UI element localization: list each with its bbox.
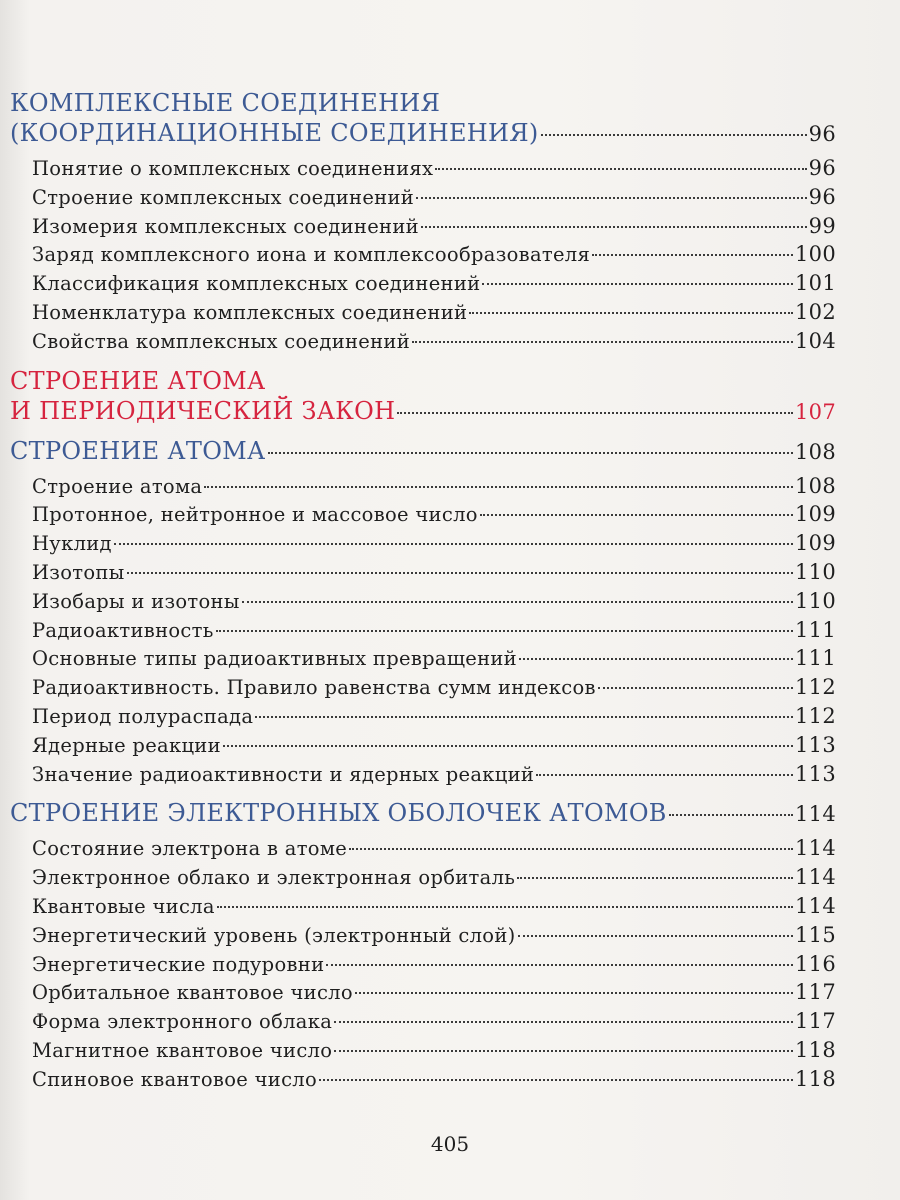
section-heading bbox=[10, 88, 836, 118]
toc-section bbox=[10, 798, 836, 1103]
entry-title: Состояние электрона в атоме bbox=[32, 837, 348, 861]
entry-page-number: 114 bbox=[795, 865, 836, 890]
entry-title: Понятие о комплексных соединениях bbox=[32, 157, 434, 180]
leader-dots bbox=[397, 412, 793, 414]
entry-title: Квантовые числа bbox=[32, 894, 215, 918]
toc-entry[interactable] bbox=[10, 183, 836, 212]
section-page-number: 114 bbox=[795, 802, 836, 827]
entry-page-number: 100 bbox=[795, 242, 836, 267]
toc-entry[interactable] bbox=[10, 240, 836, 269]
leader-dots bbox=[536, 774, 793, 776]
toc-entry[interactable] bbox=[10, 558, 836, 587]
entry-page-number: 99 bbox=[808, 213, 836, 238]
entry-page-number: 101 bbox=[795, 271, 836, 296]
entry-title: Номенклатура комплексных соединений bbox=[32, 300, 468, 324]
toc-entry[interactable] bbox=[10, 269, 836, 298]
leader-dots bbox=[517, 877, 793, 879]
section-page-number: 108 bbox=[795, 439, 836, 464]
section-title: И ПЕРИОДИЧЕСКИЙ ЗАКОН bbox=[10, 396, 396, 425]
entry-title: Значение радиоактивности и ядерных реакций bbox=[32, 762, 535, 786]
leader-dots bbox=[519, 658, 793, 660]
entry-page-number: 110 bbox=[795, 559, 836, 584]
toc-section bbox=[10, 88, 836, 366]
toc-entry[interactable] bbox=[10, 978, 836, 1007]
leader-dots bbox=[412, 341, 793, 343]
toc-entry[interactable] bbox=[10, 616, 836, 645]
leader-dots bbox=[421, 226, 807, 228]
page-number: 405 bbox=[430, 1132, 470, 1156]
leader-dots bbox=[334, 1050, 793, 1052]
entry-title: Магнитное квантовое число bbox=[32, 1038, 333, 1062]
leader-dots bbox=[255, 716, 793, 718]
entry-title: Протонное, нейтронное и массовое число bbox=[32, 503, 478, 527]
leader-dots bbox=[114, 543, 793, 545]
leader-dots bbox=[518, 935, 793, 937]
section-title: СТРОЕНИЕ АТОМА bbox=[10, 366, 266, 395]
entry-page-number: 111 bbox=[795, 646, 836, 671]
toc-entry[interactable] bbox=[10, 500, 836, 529]
entry-title: Основные типы радиоактивных превращений bbox=[32, 647, 517, 671]
entry-page-number: 112 bbox=[795, 703, 836, 728]
entry-title: Радиоактивность bbox=[32, 618, 214, 642]
entry-page-number: 118 bbox=[795, 1037, 836, 1062]
table-of-contents bbox=[10, 88, 836, 1104]
leader-dots bbox=[242, 601, 793, 603]
entry-page-number: 117 bbox=[795, 980, 836, 1005]
section-page-number: 96 bbox=[808, 122, 836, 146]
leader-dots bbox=[319, 1079, 793, 1081]
toc-entry[interactable] bbox=[10, 154, 836, 183]
entry-title: Изотопы bbox=[32, 560, 125, 584]
entry-page-number: 114 bbox=[795, 893, 836, 918]
leader-dots bbox=[204, 486, 793, 488]
toc-section bbox=[10, 366, 836, 436]
entry-page-number: 113 bbox=[795, 761, 836, 786]
leader-dots bbox=[416, 197, 807, 199]
toc-entry[interactable] bbox=[10, 673, 836, 702]
leader-dots bbox=[223, 745, 793, 747]
toc-entry[interactable] bbox=[10, 587, 836, 616]
entry-page-number: 111 bbox=[795, 617, 836, 642]
toc-entry[interactable] bbox=[10, 863, 836, 892]
toc-entry[interactable] bbox=[10, 1036, 836, 1065]
toc-entry[interactable] bbox=[10, 950, 836, 979]
entry-title: Изобары и изотоны bbox=[32, 589, 240, 613]
leader-dots bbox=[592, 254, 793, 256]
toc-entry[interactable] bbox=[10, 834, 836, 863]
section-title: СТРОЕНИЕ ЭЛЕКТРОННЫХ ОБОЛОЧЕК АТОМОВ bbox=[10, 799, 667, 828]
leader-dots bbox=[349, 848, 793, 850]
entry-title: Энергетический уровень (электронный слой) bbox=[32, 923, 516, 947]
section-page-number: 107 bbox=[795, 399, 836, 424]
entry-page-number: 109 bbox=[795, 531, 836, 556]
entry-title: Энергетические подуровни bbox=[32, 952, 325, 976]
toc-entry[interactable] bbox=[10, 1007, 836, 1036]
entry-title: Ядерные реакции bbox=[32, 733, 221, 757]
toc-entry[interactable] bbox=[10, 298, 836, 327]
entry-title: Спиновое квантовое число bbox=[32, 1067, 318, 1091]
entry-title: Форма электронного облака bbox=[32, 1010, 333, 1034]
entry-page-number: 118 bbox=[795, 1066, 836, 1091]
entry-page-number: 116 bbox=[795, 951, 836, 976]
section-heading bbox=[10, 436, 836, 466]
section-title: СТРОЕНИЕ АТОМА bbox=[10, 436, 266, 465]
leader-dots bbox=[216, 630, 793, 632]
entry-page-number: 113 bbox=[795, 732, 836, 757]
spacer bbox=[10, 356, 836, 366]
entry-title: Заряд комплексного иона и комплексообразователя bbox=[32, 243, 591, 267]
entry-page-number: 115 bbox=[795, 922, 836, 947]
entry-title: Период полураспада bbox=[32, 704, 254, 728]
leader-dots bbox=[355, 992, 793, 994]
entry-title: Электронное облако и электронная орбиталь bbox=[32, 866, 516, 890]
section-heading bbox=[10, 798, 836, 828]
leader-dots bbox=[435, 168, 806, 170]
entry-title: Нуклид bbox=[32, 532, 112, 556]
entry-title: Строение комплексных соединений bbox=[32, 185, 415, 209]
toc-entry[interactable] bbox=[10, 529, 836, 558]
entry-page-number: 114 bbox=[795, 836, 836, 861]
toc-entry[interactable] bbox=[10, 1065, 836, 1094]
entry-title: Радиоактивность. Правило равенства сумм индексов bbox=[32, 676, 596, 700]
leader-dots bbox=[541, 134, 807, 136]
section-heading bbox=[10, 366, 836, 396]
leader-dots bbox=[268, 452, 793, 454]
toc-section bbox=[10, 436, 836, 799]
entry-page-number: 110 bbox=[795, 588, 836, 613]
entry-title: Строение атома bbox=[32, 474, 203, 498]
entry-page-number: 96 bbox=[808, 184, 836, 209]
leader-dots bbox=[326, 964, 793, 966]
entry-page-number: 108 bbox=[795, 473, 836, 498]
section-title: (КООРДИНАЦИОННЫЕ СОЕДИНЕНИЯ) bbox=[10, 119, 539, 147]
entry-title: Свойства комплексных соединений bbox=[32, 329, 411, 353]
toc-entry[interactable] bbox=[10, 702, 836, 731]
entry-page-number: 109 bbox=[795, 502, 836, 527]
spacer bbox=[10, 788, 836, 798]
section-title: КОМПЛЕКСНЫЕ СОЕДИНЕНИЯ bbox=[10, 89, 441, 117]
entry-page-number: 117 bbox=[795, 1009, 836, 1034]
leader-dots bbox=[334, 1021, 793, 1023]
leader-dots bbox=[480, 514, 793, 516]
spacer bbox=[10, 426, 836, 436]
toc-entry[interactable] bbox=[10, 327, 836, 356]
toc-entry[interactable] bbox=[10, 921, 836, 950]
toc-entry[interactable] bbox=[10, 760, 836, 789]
entry-page-number: 112 bbox=[795, 675, 836, 700]
entry-page-number: 96 bbox=[808, 156, 836, 180]
entry-title: Классификация комплексных соединений bbox=[32, 272, 481, 296]
leader-dots bbox=[669, 814, 793, 816]
spacer bbox=[10, 1094, 836, 1104]
entry-page-number: 104 bbox=[795, 328, 836, 353]
leader-dots bbox=[217, 906, 793, 908]
section-heading bbox=[10, 118, 836, 148]
section-heading bbox=[10, 396, 836, 426]
toc-entry[interactable] bbox=[10, 212, 836, 241]
entry-title: Изомерия комплексных соединений bbox=[32, 214, 419, 238]
leader-dots bbox=[598, 687, 793, 689]
toc-entry[interactable] bbox=[10, 472, 836, 501]
entry-title: Орбитальное квантовое число bbox=[32, 981, 353, 1005]
leader-dots bbox=[482, 283, 793, 285]
leader-dots bbox=[469, 312, 793, 314]
toc-entry[interactable] bbox=[10, 892, 836, 921]
leader-dots bbox=[127, 572, 793, 574]
entry-page-number: 102 bbox=[795, 299, 836, 324]
toc-entry[interactable] bbox=[10, 731, 836, 760]
toc-entry[interactable] bbox=[10, 644, 836, 673]
